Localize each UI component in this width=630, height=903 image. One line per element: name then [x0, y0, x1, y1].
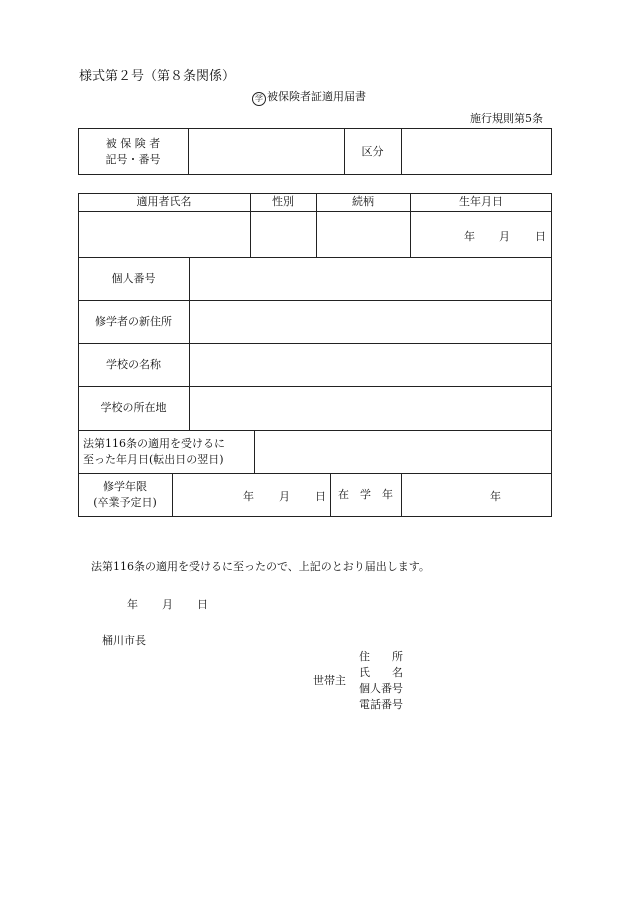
study-period-label	[78, 473, 172, 517]
school-name-field[interactable]	[190, 344, 551, 386]
householder-label: 世帯主	[313, 674, 346, 687]
study-period-label-line2: (卒業予定日)	[93, 496, 157, 509]
header-relation: 続柄	[352, 195, 374, 208]
applied-date-field[interactable]	[255, 431, 551, 473]
personal-number-label: 個人番号	[111, 271, 156, 285]
school-name-label: 学校の名称	[106, 357, 161, 371]
insured-number-label	[78, 128, 188, 175]
period-year-label: 年	[243, 490, 254, 503]
regulation-ref: 施行規則第5条	[470, 112, 543, 125]
householder-personal-number-label: 個人番号	[359, 682, 403, 695]
date-year-label: 年	[127, 598, 138, 611]
school-location-field[interactable]	[190, 387, 551, 430]
householder-name-label: 氏 名	[359, 666, 403, 679]
period-day-label: 日	[315, 490, 326, 503]
name-field[interactable]	[79, 212, 250, 256]
gender-field[interactable]	[251, 212, 316, 256]
birth-month-label: 月	[499, 230, 510, 243]
birth-year-label: 年	[464, 230, 475, 243]
period-month-label: 月	[279, 490, 290, 503]
householder-phone-label: 電話番号	[359, 698, 403, 711]
form-title-text: 被保険者証適用届書	[267, 90, 366, 103]
relation-field[interactable]	[317, 212, 410, 256]
study-period-label-line1: 修学年限	[103, 480, 147, 493]
form-number: 様式第２号（第８条関係）	[79, 69, 236, 84]
date-day-label: 日	[197, 598, 208, 611]
personal-number-field[interactable]	[190, 258, 551, 300]
declaration-text: 法第116条の適用を受けるに至ったので、上記のとおり届出します。	[91, 560, 430, 573]
applied-date-label-line1: 法第116条の適用を受けるに	[83, 436, 225, 450]
applied-date-label	[78, 430, 254, 473]
applied-date-label-line2: 至った年月日(転出日の翌日)	[83, 452, 224, 466]
category-field[interactable]	[402, 129, 551, 174]
addressee: 桶川市長	[102, 634, 146, 647]
header-name: 適用者氏名	[136, 195, 192, 208]
new-address-label: 修学者の新住所	[95, 314, 172, 328]
enrolled-year-label: 年	[490, 490, 501, 503]
insured-label-line1: 被 保 険 者	[105, 136, 161, 150]
enrolled-label: 在 学 年	[338, 488, 393, 501]
category-label: 区分	[361, 144, 384, 158]
school-location-label: 学校の所在地	[100, 401, 167, 414]
header-birth: 生年月日	[459, 195, 503, 208]
insured-number-field[interactable]	[189, 129, 344, 174]
form-title	[252, 88, 366, 106]
birth-day-label: 日	[535, 230, 546, 243]
new-address-field[interactable]	[190, 301, 551, 343]
insured-label-line2: 記号・番号	[105, 152, 161, 166]
householder-address-label: 住 所	[359, 650, 403, 663]
header-gender: 性別	[272, 195, 294, 208]
date-month-label: 月	[162, 598, 173, 611]
circle-mark-icon: 学	[252, 92, 266, 106]
